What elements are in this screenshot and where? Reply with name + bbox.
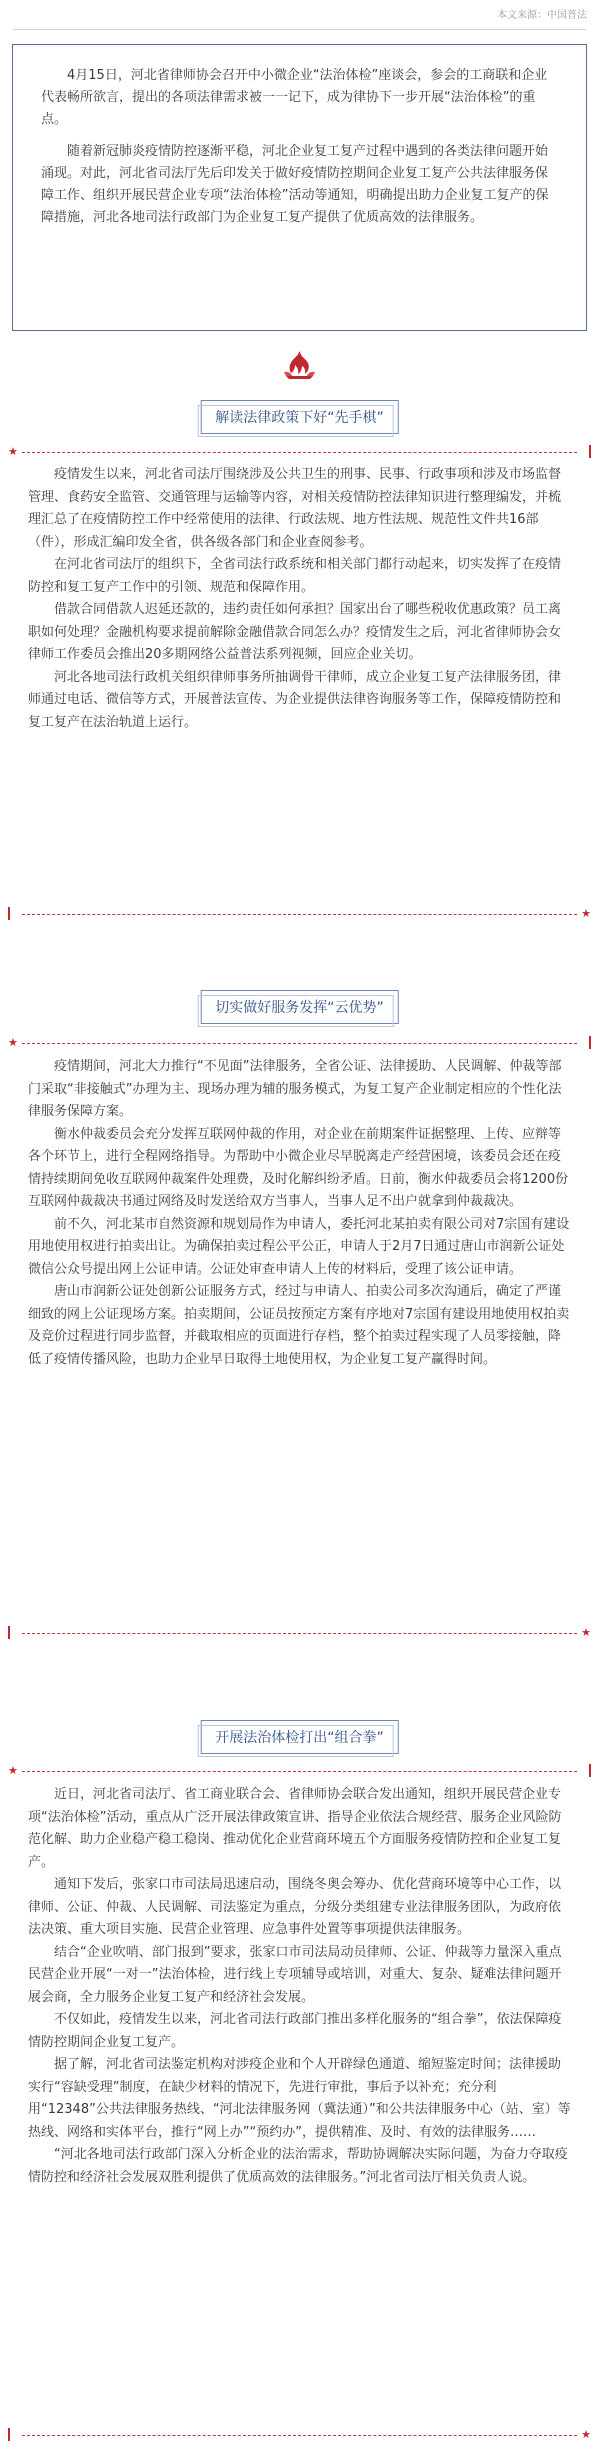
bar-mark	[8, 907, 10, 920]
section-divider	[0, 1764, 599, 1780]
section-3-body	[12, 1784, 587, 2189]
section-1-body	[12, 464, 587, 734]
body-paragraph: 唐山市润新公证处创新公证服务方式，经过与申请人、拍卖公司多次沟通后，确定了严谨细致的网上公证现场方案。拍卖期间，公证员按预定方案有序地对7宗国有建设用地使用权拍卖及竞价过程进行同步监督，并截取相应的页面进行存档，整个拍卖过程实现了人员零接触，降低了疫情传播风险，也助力企业早日取得土地使用权，为企业复工复产赢得时间。	[28, 1284, 570, 1367]
intro-box	[12, 44, 587, 331]
bar-mark	[8, 1626, 10, 1639]
flame-icon	[283, 350, 316, 380]
star-icon: ★	[581, 1626, 591, 1639]
bar-mark	[589, 445, 591, 458]
star-icon: ★	[8, 445, 18, 458]
source-note: 本文来源：中国普法	[497, 10, 587, 21]
section-divider	[0, 445, 599, 461]
section-divider	[0, 1036, 599, 1052]
section-title: 解读法律政策下好“先手棋”	[215, 410, 384, 426]
section-title-box	[200, 400, 399, 434]
bar-mark	[589, 1764, 591, 1777]
body-paragraph: 衡水仲裁委员会充分发挥互联网仲裁的作用，对企业在前期案件证据整理、上传、应辩等各个环节上，进行全程网络指导。为帮助中小微企业尽早脱离走产经营困境，该委员会还在疫情持续期间免收互联网仲裁案件处理费，及时化解纠纷矛盾。日前，衡水仲裁委员会将1200份互联网仲裁裁决书通过网络及时发送给双方当事人，当事人足不出户就拿到仲裁裁决。	[28, 1126, 569, 1209]
section-2-body	[12, 1056, 587, 1371]
body-paragraph: 前不久，河北某市自然资源和规划局作为申请人，委托河北某拍卖有限公司对7宗国有建设用地使用权进行拍卖出让。为确保拍卖过程公平公正，申请人于2月7日通过唐山市润新公证处微信公众号提出网上公证申请。公证处审查申请人上传的材料后，受理了该公证申请。	[28, 1216, 570, 1277]
body-paragraph: 在河北省司法厅的组织下，全省司法行政系统和相关部门都行动起来，切实发挥了在疫情防控和复工复产工作中的引领、规范和保障作用。	[28, 557, 562, 595]
section-divider	[0, 907, 599, 923]
star-icon: ★	[581, 2428, 591, 2441]
body-paragraph: 结合“企业吹哨、部门报到”要求，张家口市司法局动员律师、公证、仲裁等力量深入重点民营企业开展“一对一”法治体检，进行线上专项辅导或培训，对重大、复杂、疑难法律问题开展会商，全力服务企业复工复产和经济社会发展。	[28, 1944, 562, 2005]
body-paragraph: 近日，河北省司法厅、省工商业联合会、省律师协会联合发出通知，组织开展民营企业专项“法治体检”活动，重点从广泛开展法律政策宣讲、指导企业依法合规经营、服务企业风险防范化解、助力企业稳产稳工稳岗、推动优化企业营商环境五个方面服务疫情防控和企业复工复产。	[28, 1787, 562, 1870]
body-paragraph: 疫情期间，河北大力推行“不见面”法律服务，全省公证、法律援助、人民调解、仲裁等部门采取“非接触式”办理为主、现场办理为辅的服务模式，为复工复产企业制定相应的个性化法律服务保障方案。	[28, 1059, 562, 1119]
bar-mark	[8, 2428, 10, 2441]
intro-paragraph: 4月15日，河北省律师协会召开中小微企业“法治体检”座谈会，参会的工商联和企业代表畅所欲言，提出的各项法律需求被一一记下，成为律协下一步开展“法治体检”的重点。	[41, 68, 548, 127]
section-title: 开展法治体检打出“组合拳”	[215, 1730, 384, 1746]
body-paragraph: 借款合同借款人迟延还款的，违约责任如何承担？国家出台了哪些税收优惠政策？员工离职如何处理？金融机构要求提前解除金融借款合同怎么办？疫情发生之后，河北省律师协会女律师工作委员会推出20多期网络公益普法系列视频，回应企业关切。	[28, 602, 562, 662]
intro-paragraph: 随着新冠肺炎疫情防控逐渐平稳，河北企业复工复产过程中遇到的各类法律问题开始涌现。对此，河北省司法厅先后印发关于做好疫情防控期间企业复工复产公共法律服务保障工作、组织开展民营企业专项“法治体检”活动等通知，明确提出助力企业复工复产的保障措施，河北各地司法行政部门为企业复工复产提供了优质高效的法律服务。	[41, 144, 549, 225]
section-divider	[0, 2428, 599, 2444]
body-paragraph: 据了解，河北省司法鉴定机构对涉疫企业和个人开辟绿色通道、缩短鉴定时间；法律援助实行“容缺受理”制度，在缺少材料的情况下，先进行审批，事后予以补充；充分利用“12348”公共法律服务热线、“河北法律服务网（冀法通）”和公共法律服务中心（站、室）等热线、网络和实体平台，推行“网上办”“预约办”，提供精准、及时、有效的法律服务……	[28, 2057, 571, 2140]
body-paragraph: “河北各地司法行政部门深入分析企业的法治需求，帮助协调解决实际问题，为奋力夺取疫情防控和经济社会发展双胜利提供了优质高效的法律服务。”河北省司法厅相关负责人说。	[28, 2147, 568, 2185]
body-paragraph: 不仅如此，疫情发生以来，河北省司法行政部门推出多样化服务的“组合拳”，依法保障疫情防控期间企业复工复产。	[28, 2012, 562, 2050]
section-divider	[0, 1626, 599, 1642]
section-title-box	[200, 1720, 399, 1754]
star-icon: ★	[581, 907, 591, 920]
body-paragraph: 河北各地司法行政机关组织律师事务所抽调骨干律师，成立企业复工复产法律服务团，律师通过电话、微信等方式，开展普法宣传、为企业提供法律咨询服务等工作，保障疫情防控和复工复产在法治轨道上运行。	[28, 669, 562, 730]
bar-mark	[589, 1036, 591, 1049]
star-icon: ★	[8, 1036, 18, 1049]
star-icon: ★	[8, 1764, 18, 1777]
section-title: 切实做好服务发挥“云优势”	[215, 1000, 384, 1016]
body-paragraph: 疫情发生以来，河北省司法厅围绕涉及公共卫生的刑事、民事、行政事项和涉及市场监督管理、食药安全监管、交通管理与运输等内容，对相关疫情防控法律知识进行整理编发，并梳理汇总了在疫情防控工作中经常使用的法律、行政法规、地方性法规、规范性文件共16部（件），形成汇编印发全省，供各级各部门和企业查阅参考。	[28, 467, 562, 550]
body-paragraph: 通知下发后，张家口市司法局迅速启动，围绕冬奥会筹办、优化营商环境等中心工作，以律师、公证、仲裁、人民调解、司法鉴定为重点，分级分类组建专业法律服务团队，为政府依法决策、重大项目实施、民营企业管理、应急事件处置等事项提供法律服务。	[28, 1877, 562, 1937]
section-title-box	[200, 990, 399, 1024]
